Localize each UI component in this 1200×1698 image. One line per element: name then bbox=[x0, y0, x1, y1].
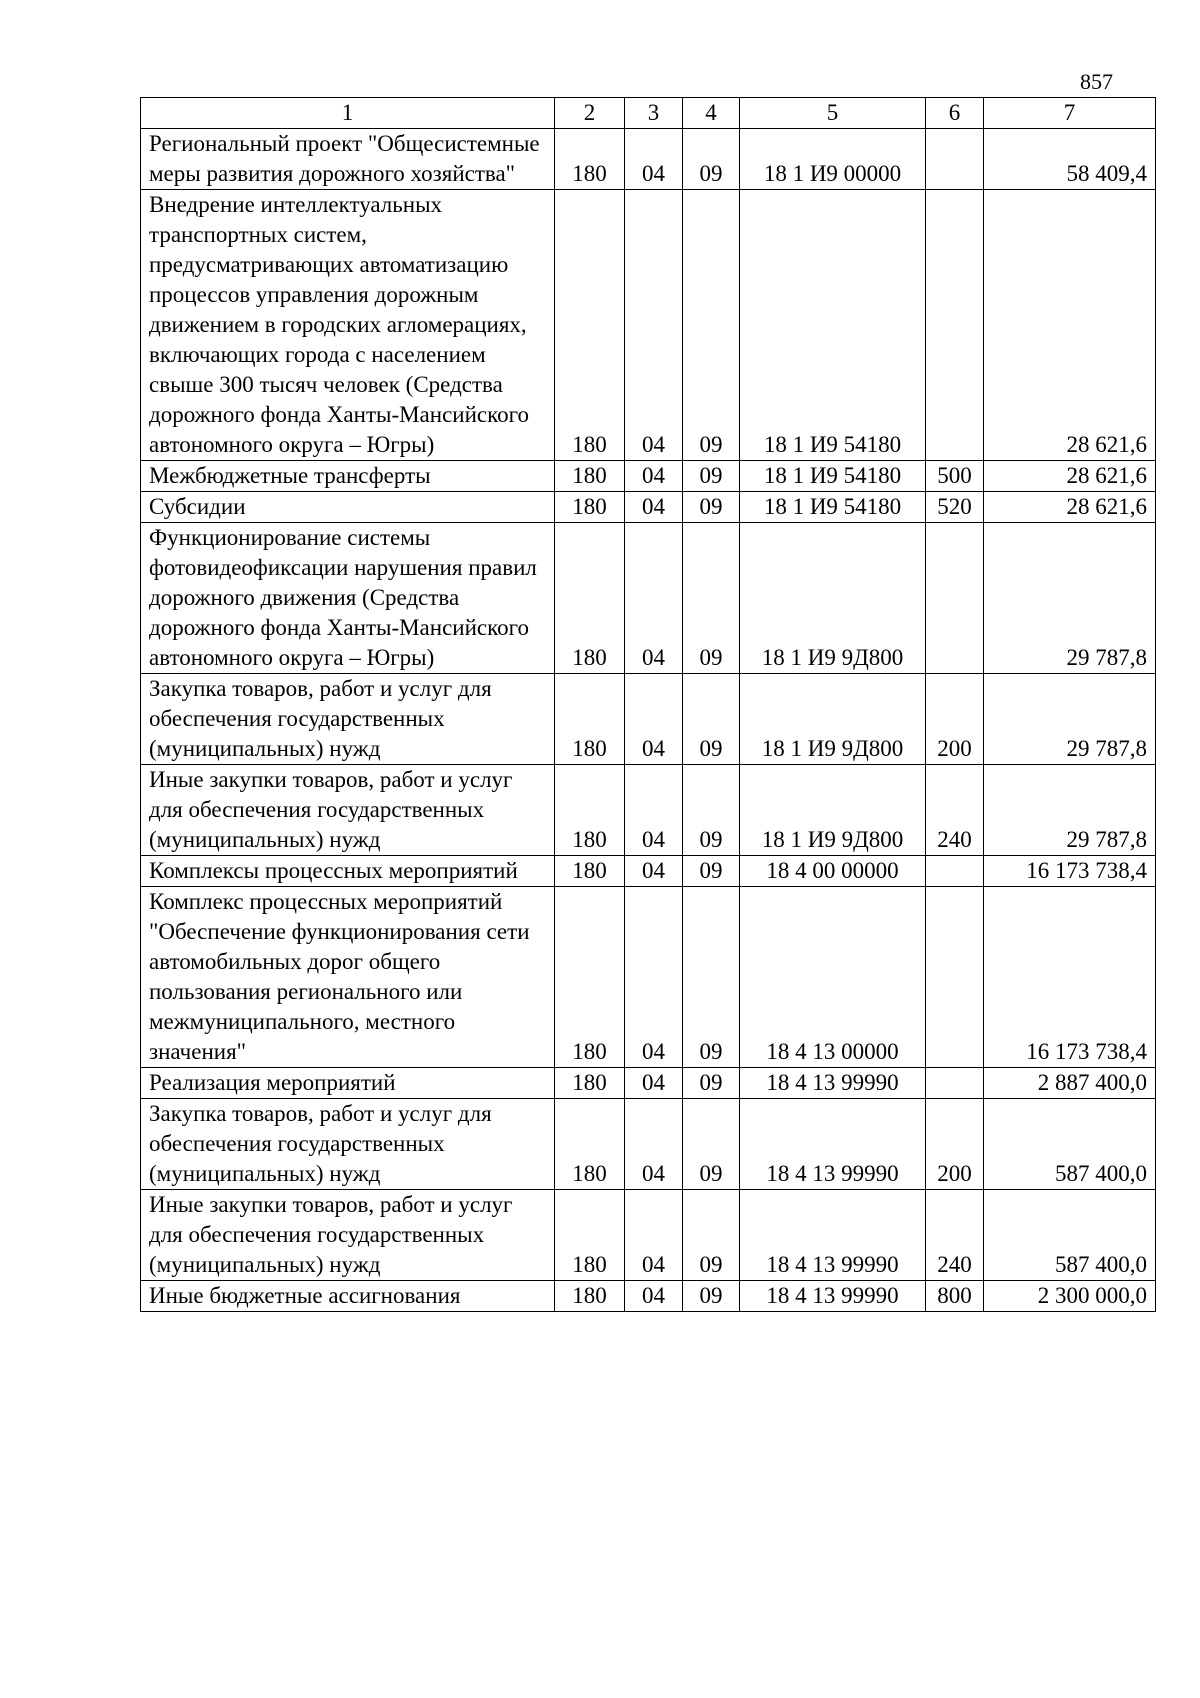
header-cell-1: 1 bbox=[141, 98, 555, 129]
cell-ministry-code: 180 bbox=[555, 1099, 625, 1190]
cell-description: Иные бюджетные ассигнования bbox=[141, 1281, 555, 1312]
cell-amount: 16 173 738,4 bbox=[984, 856, 1156, 887]
table-row bbox=[141, 461, 1156, 492]
cell-ministry-code: 180 bbox=[555, 856, 625, 887]
cell-description: Межбюджетные трансферты bbox=[141, 461, 555, 492]
cell-ministry-code: 180 bbox=[555, 1068, 625, 1099]
cell-expense-type bbox=[926, 1068, 984, 1099]
cell-expense-type: 500 bbox=[926, 461, 984, 492]
cell-description: Закупка товаров, работ и услуг для обеспечения государственных (муниципальных) нужд bbox=[141, 1099, 555, 1190]
table-header-row bbox=[141, 98, 1156, 129]
header-cell-2: 2 bbox=[555, 98, 625, 129]
cell-amount: 2 887 400,0 bbox=[984, 1068, 1156, 1099]
header-cell-7: 7 bbox=[984, 98, 1156, 129]
cell-subsection: 09 bbox=[683, 1190, 740, 1281]
cell-target-article: 18 1 И9 00000 bbox=[740, 129, 926, 190]
cell-subsection: 09 bbox=[683, 492, 740, 523]
cell-target-article: 18 4 13 99990 bbox=[740, 1190, 926, 1281]
cell-section: 04 bbox=[625, 523, 683, 674]
cell-target-article: 18 1 И9 9Д800 bbox=[740, 765, 926, 856]
table-row bbox=[141, 129, 1156, 190]
cell-subsection: 09 bbox=[683, 856, 740, 887]
header-cell-3: 3 bbox=[625, 98, 683, 129]
cell-section: 04 bbox=[625, 461, 683, 492]
table-row bbox=[141, 1190, 1156, 1281]
cell-section: 04 bbox=[625, 492, 683, 523]
cell-section: 04 bbox=[625, 1099, 683, 1190]
cell-target-article: 18 1 И9 54180 bbox=[740, 492, 926, 523]
cell-ministry-code: 180 bbox=[555, 1190, 625, 1281]
cell-ministry-code: 180 bbox=[555, 523, 625, 674]
cell-ministry-code: 180 bbox=[555, 461, 625, 492]
cell-expense-type bbox=[926, 129, 984, 190]
header-cell-4: 4 bbox=[683, 98, 740, 129]
header-cell-6: 6 bbox=[926, 98, 984, 129]
page-number: 857 bbox=[1080, 69, 1113, 94]
table-row bbox=[141, 1068, 1156, 1099]
cell-section: 04 bbox=[625, 1068, 683, 1099]
cell-ministry-code: 180 bbox=[555, 674, 625, 765]
cell-expense-type bbox=[926, 856, 984, 887]
cell-expense-type: 200 bbox=[926, 1099, 984, 1190]
cell-subsection: 09 bbox=[683, 129, 740, 190]
cell-section: 04 bbox=[625, 887, 683, 1068]
cell-section: 04 bbox=[625, 856, 683, 887]
cell-expense-type bbox=[926, 523, 984, 674]
cell-amount: 2 300 000,0 bbox=[984, 1281, 1156, 1312]
cell-section: 04 bbox=[625, 129, 683, 190]
cell-target-article: 18 4 00 00000 bbox=[740, 856, 926, 887]
cell-ministry-code: 180 bbox=[555, 765, 625, 856]
cell-amount: 28 621,6 bbox=[984, 492, 1156, 523]
cell-amount: 29 787,8 bbox=[984, 674, 1156, 765]
cell-subsection: 09 bbox=[683, 1099, 740, 1190]
cell-description: Комплексы процессных мероприятий bbox=[141, 856, 555, 887]
cell-subsection: 09 bbox=[683, 190, 740, 461]
cell-subsection: 09 bbox=[683, 523, 740, 674]
cell-description: Региональный проект "Общесистемные меры развития дорожного хозяйства" bbox=[141, 129, 555, 190]
cell-description: Субсидии bbox=[141, 492, 555, 523]
table-row bbox=[141, 674, 1156, 765]
cell-amount: 29 787,8 bbox=[984, 523, 1156, 674]
cell-description: Комплекс процессных мероприятий "Обеспечение функционирования сети автомобильных дорог общего пользования регионального или межмуниципального, местного значения" bbox=[141, 887, 555, 1068]
cell-amount: 28 621,6 bbox=[984, 190, 1156, 461]
table-row bbox=[141, 887, 1156, 1068]
cell-section: 04 bbox=[625, 1190, 683, 1281]
cell-target-article: 18 4 13 99990 bbox=[740, 1068, 926, 1099]
cell-target-article: 18 1 И9 9Д800 bbox=[740, 523, 926, 674]
cell-description: Внедрение интеллектуальных транспортных систем, предусматривающих автоматизацию процессов управления дорожным движением в городских агломерациях, включающих города с населением свыше 300 тысяч человек (Средства дорожного фонда Ханты-Мансийского автономного округа – Югры) bbox=[141, 190, 555, 461]
cell-subsection: 09 bbox=[683, 674, 740, 765]
cell-section: 04 bbox=[625, 765, 683, 856]
cell-section: 04 bbox=[625, 190, 683, 461]
cell-description: Закупка товаров, работ и услуг для обеспечения государственных (муниципальных) нужд bbox=[141, 674, 555, 765]
cell-ministry-code: 180 bbox=[555, 887, 625, 1068]
cell-section: 04 bbox=[625, 674, 683, 765]
cell-subsection: 09 bbox=[683, 1068, 740, 1099]
cell-description: Реализация мероприятий bbox=[141, 1068, 555, 1099]
cell-ministry-code: 180 bbox=[555, 492, 625, 523]
cell-subsection: 09 bbox=[683, 1281, 740, 1312]
cell-amount: 587 400,0 bbox=[984, 1099, 1156, 1190]
table-row bbox=[141, 1281, 1156, 1312]
table-row bbox=[141, 765, 1156, 856]
header-cell-5: 5 bbox=[740, 98, 926, 129]
cell-expense-type: 240 bbox=[926, 765, 984, 856]
cell-expense-type: 800 bbox=[926, 1281, 984, 1312]
cell-expense-type: 520 bbox=[926, 492, 984, 523]
cell-target-article: 18 4 13 00000 bbox=[740, 887, 926, 1068]
cell-amount: 29 787,8 bbox=[984, 765, 1156, 856]
cell-target-article: 18 4 13 99990 bbox=[740, 1281, 926, 1312]
cell-amount: 28 621,6 bbox=[984, 461, 1156, 492]
cell-target-article: 18 4 13 99990 bbox=[740, 1099, 926, 1190]
cell-expense-type bbox=[926, 190, 984, 461]
cell-ministry-code: 180 bbox=[555, 1281, 625, 1312]
cell-description: Функционирование системы фотовидеофиксации нарушения правил дорожного движения (Средства дорожного фонда Ханты-Мансийского автономного округа – Югры) bbox=[141, 523, 555, 674]
cell-target-article: 18 1 И9 54180 bbox=[740, 461, 926, 492]
cell-target-article: 18 1 И9 9Д800 bbox=[740, 674, 926, 765]
table-row bbox=[141, 1099, 1156, 1190]
cell-subsection: 09 bbox=[683, 765, 740, 856]
cell-ministry-code: 180 bbox=[555, 190, 625, 461]
cell-description: Иные закупки товаров, работ и услуг для обеспечения государственных (муниципальных) нужд bbox=[141, 1190, 555, 1281]
table-row bbox=[141, 856, 1156, 887]
cell-subsection: 09 bbox=[683, 887, 740, 1068]
cell-amount: 58 409,4 bbox=[984, 129, 1156, 190]
cell-target-article: 18 1 И9 54180 bbox=[740, 190, 926, 461]
cell-expense-type: 200 bbox=[926, 674, 984, 765]
cell-amount: 587 400,0 bbox=[984, 1190, 1156, 1281]
cell-expense-type: 240 bbox=[926, 1190, 984, 1281]
table-row bbox=[141, 523, 1156, 674]
budget-table bbox=[140, 97, 1156, 1312]
table-row bbox=[141, 492, 1156, 523]
cell-section: 04 bbox=[625, 1281, 683, 1312]
cell-expense-type bbox=[926, 887, 984, 1068]
cell-ministry-code: 180 bbox=[555, 129, 625, 190]
cell-amount: 16 173 738,4 bbox=[984, 887, 1156, 1068]
table-row bbox=[141, 190, 1156, 461]
cell-description: Иные закупки товаров, работ и услуг для обеспечения государственных (муниципальных) нужд bbox=[141, 765, 555, 856]
cell-subsection: 09 bbox=[683, 461, 740, 492]
